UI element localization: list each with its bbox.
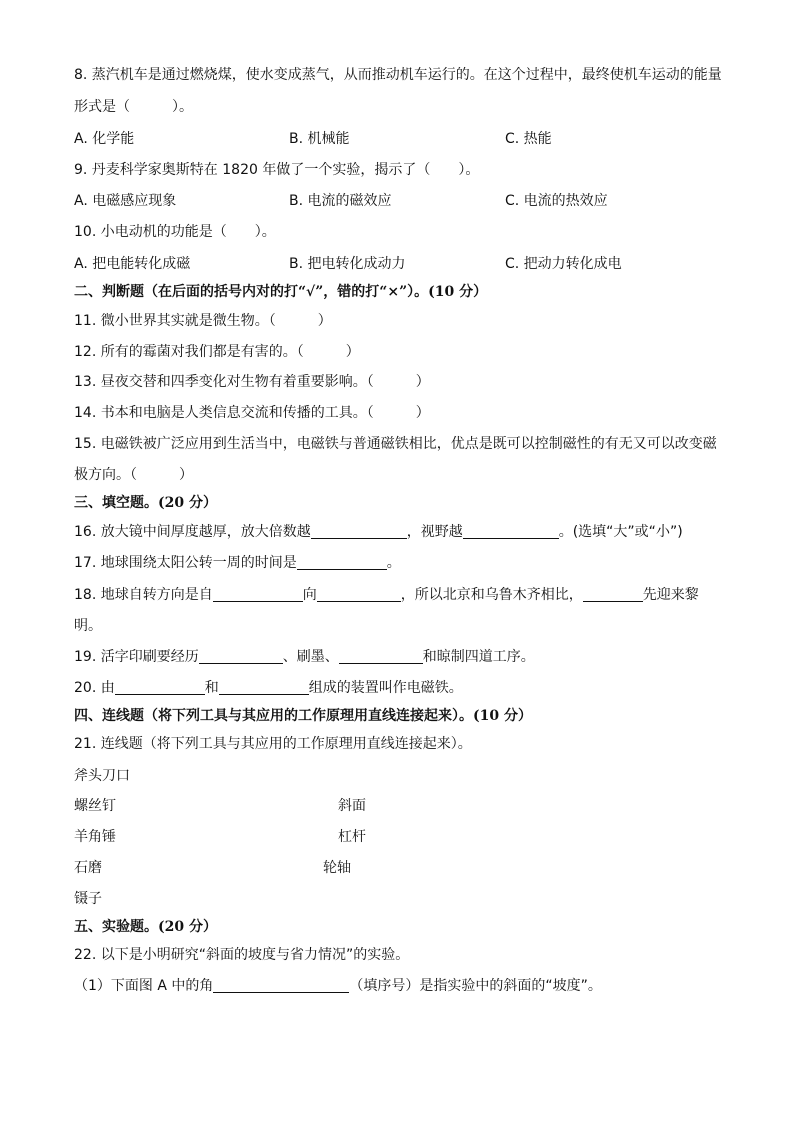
tool-screw[interactable]: 螺丝钉: [74, 798, 116, 814]
q18-text-d: 先迎来黎: [642, 587, 699, 603]
q19-text-a: 19. 活字印刷要经历: [74, 649, 199, 665]
q16-blank-2[interactable]: [463, 524, 559, 539]
q16-text-c: 。(选填“大”或“小”): [558, 524, 683, 540]
q22-1-blank[interactable]: [213, 978, 349, 993]
q18-line2: 明。: [74, 618, 102, 634]
q20-blank-2[interactable]: [219, 680, 309, 695]
q19-text-c: 和晾制四道工序。: [422, 649, 535, 665]
q9-option-a: A. 电磁感应现象: [74, 193, 177, 209]
q10-option-a: A. 把电能转化成磁: [74, 256, 191, 272]
q20-text-a: 20. 由: [74, 680, 115, 696]
section2-title: 二、判断题（在后面的括号内对的打“√”，错的打“×”）。(10 分）: [74, 284, 488, 300]
q18-blank-2[interactable]: [317, 587, 401, 602]
q12-text: 12. 所有的霉菌对我们都是有害的。（ ）: [74, 344, 360, 360]
q22-1-text-a: （1）下面图 A 中的角: [74, 978, 214, 994]
q22-1-text-b: （填序号）是指实验中的斜面的“坡度”。: [349, 978, 602, 994]
principle-wheel-axle[interactable]: 轮轴: [323, 860, 351, 876]
q10-option-b: B. 把电转化成动力: [289, 256, 406, 272]
q22-text: 22. 以下是小明研究“斜面的坡度与省力情况”的实验。: [74, 947, 410, 963]
q8-text-line2: 形式是（ ）。: [74, 99, 193, 115]
q18-text-a: 18. 地球自转方向是自: [74, 587, 213, 603]
q9-option-b: B. 电流的磁效应: [289, 193, 392, 209]
q10-text: 10. 小电动机的功能是（ ）。: [74, 224, 276, 240]
q19-blank-1[interactable]: [199, 649, 283, 664]
q9-option-c: C. 电流的热效应: [505, 193, 608, 209]
q16-text-a: 16. 放大镜中间厚度越厚，放大倍数越: [74, 524, 311, 540]
section4-title: 四、连线题（将下列工具与其应用的工作原理用直线连接起来）。(10 分）: [74, 708, 532, 724]
q20-text-c: 组成的装置叫作电磁铁。: [308, 680, 463, 696]
q8-option-c: C. 热能: [505, 131, 552, 147]
q17-text-a: 17. 地球围绕太阳公转一周的时间是: [74, 555, 297, 571]
principle-inclined-plane[interactable]: 斜面: [338, 798, 366, 814]
q20-text-b: 和: [204, 680, 219, 696]
tool-millstone[interactable]: 石磨: [74, 860, 102, 876]
q17-blank[interactable]: [297, 555, 387, 570]
q17-text-b: 。: [386, 555, 401, 571]
q19-text-b: 、刷墨、: [282, 649, 339, 665]
q18-text-b: 向: [302, 587, 317, 603]
q20-blank-1[interactable]: [115, 680, 205, 695]
q8-text-line1: 8. 蒸汽机车是通过燃烧煤，使水变成蒸气，从而推动机车运行的。在这个过程中，最终使机车运动的能量: [74, 67, 722, 83]
q11-text: 11. 微小世界其实就是微生物。（ ）: [74, 313, 332, 329]
q20-line: [74, 679, 463, 697]
q16-text-b: ，视野越: [406, 524, 463, 540]
q18-blank-3[interactable]: [583, 587, 643, 602]
tool-axe-blade[interactable]: 斧头刀口: [74, 768, 130, 784]
q8-option-b: B. 机械能: [289, 131, 350, 147]
q18-text-c: ，所以北京和乌鲁木齐相比，: [400, 587, 583, 603]
q9-text: 9. 丹麦科学家奥斯特在 1820 年做了一个实验，揭示了（ ）。: [74, 162, 480, 178]
q13-text: 13. 昼夜交替和四季变化对生物有着重要影响。（ ）: [74, 374, 430, 390]
q16-line: [74, 523, 683, 541]
q8-option-a: A. 化学能: [74, 131, 135, 147]
q18-blank-1[interactable]: [213, 587, 303, 602]
tool-tweezers[interactable]: 镊子: [74, 891, 102, 907]
q10-option-c: C. 把动力转化成电: [505, 256, 622, 272]
q19-blank-2[interactable]: [339, 649, 423, 664]
q14-text: 14. 书本和电脑是人类信息交流和传播的工具。（ ）: [74, 405, 430, 421]
section5-title: 五、实验题。(20 分）: [74, 919, 217, 935]
q15-text-line2: 极方向。（ ）: [74, 467, 193, 483]
q15-text-line1: 15. 电磁铁被广泛应用到生活当中，电磁铁与普通磁铁相比，优点是既可以控制磁性的有无又可以改变磁: [74, 436, 717, 452]
q18-line1: [74, 586, 699, 604]
principle-lever[interactable]: 杠杆: [338, 829, 366, 845]
q19-line: [74, 648, 535, 666]
q16-blank-1[interactable]: [311, 524, 407, 539]
q22-1-line: [74, 977, 602, 995]
tool-claw-hammer[interactable]: 羊角锤: [74, 829, 116, 845]
section3-title: 三、填空题。(20 分）: [74, 495, 217, 511]
q17-line: [74, 554, 401, 572]
q21-text: 21. 连线题（将下列工具与其应用的工作原理用直线连接起来）。: [74, 736, 472, 752]
